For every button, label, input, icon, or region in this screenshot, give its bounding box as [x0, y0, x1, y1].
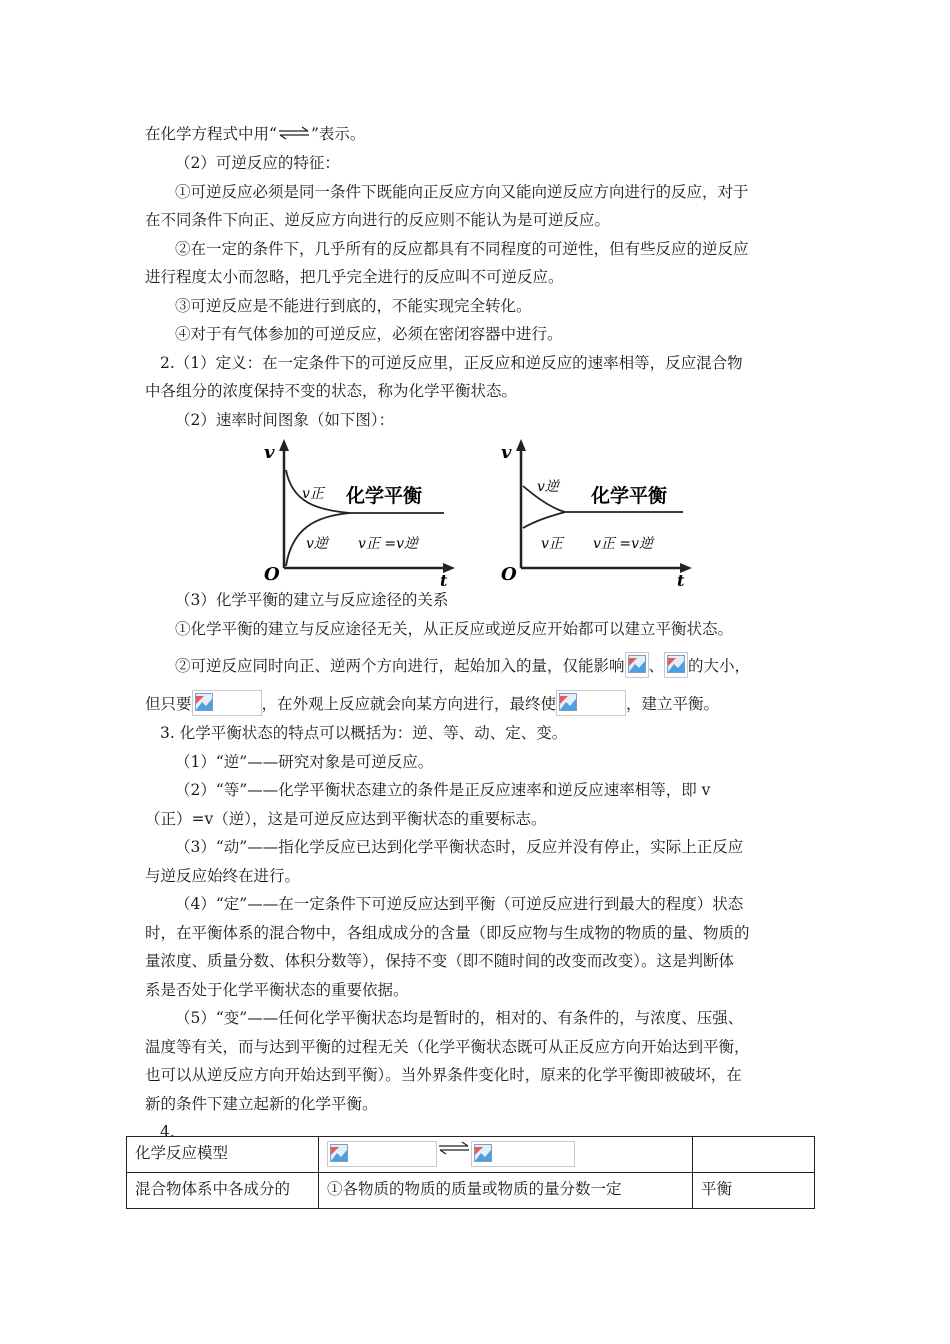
table-cell	[319, 1137, 693, 1173]
text-line: （2）可逆反应的特征：	[175, 154, 340, 172]
equilibrium-title: 化学平衡	[346, 485, 423, 507]
y-axis-arrow-icon	[516, 439, 526, 451]
axis-label-t: t	[440, 571, 448, 586]
table-row	[127, 1137, 815, 1173]
broken-image-icon	[664, 652, 688, 678]
axis-label-t: t	[677, 571, 685, 586]
table-cell	[693, 1137, 815, 1173]
text-line: 新的条件下建立起新的化学平衡。	[145, 1095, 378, 1113]
lower-curve-label: v逆	[306, 536, 328, 552]
upper-curve-label: v逆	[537, 479, 559, 495]
table-cell: 平衡	[693, 1173, 815, 1209]
text-line: （3）“动”——指化学反应已达到化学平衡状态时，反应并没有停止，实际上正反应	[175, 838, 744, 856]
origin-label: O	[264, 564, 280, 585]
broken-image-icon	[327, 1141, 437, 1167]
text-line: 时，在平衡体系的混合物中，各组成成分的含量（即反应物与生成物的物质的量、物质的	[145, 924, 750, 942]
text-line: （2）速率时间图象（如下图）：	[175, 411, 395, 429]
reversible-arrow-icon	[437, 1141, 471, 1155]
text-line: ④对于有气体参加的可逆反应，必须在密闭容器中进行。	[175, 325, 563, 343]
origin-label: O	[501, 564, 517, 585]
text-line: 2.（1）定义：在一定条件下的可逆反应里，正反应和逆反应的速率相等，反应混合物	[160, 354, 743, 372]
axis-label-v: v	[264, 442, 275, 463]
table-cell: ①各物质的物质的质量或物质的量分数一定	[319, 1173, 693, 1209]
equilibrium-title: 化学平衡	[591, 485, 668, 507]
text-line: ③可逆反应是不能进行到底的，不能实现完全转化。	[175, 297, 532, 315]
text-line: （3）化学平衡的建立与反应途径的关系	[175, 591, 449, 609]
text-line: 4.	[160, 1123, 175, 1141]
table-row	[127, 1173, 815, 1209]
text-line: ②在一定的条件下，几乎所有的反应都具有不同程度的可逆性，但有些反应的逆反应	[175, 240, 749, 258]
table-cell: 混合物体系中各成分的	[127, 1173, 319, 1209]
equal-rates-label: v正 =v逆	[593, 536, 653, 552]
upper-curve-label: v正	[302, 486, 324, 502]
forward-rate-curve	[523, 512, 565, 528]
text-line: 中各组分的浓度保持不变的状态，称为化学平衡状态。	[145, 382, 518, 400]
text-line: ①化学平衡的建立与反应途径无关，从正反应或逆反应开始都可以建立平衡状态。	[175, 620, 734, 638]
text-line: 进行程度太小而忽略，把几乎完全进行的反应叫不可逆反应。	[145, 268, 564, 286]
text-line: 在不同条件下向正、逆反应方向进行的反应则不能认为是可逆反应。	[145, 211, 611, 229]
text-line: （正）=v（逆），这是可逆反应达到平衡状态的重要标志。	[145, 810, 547, 828]
broken-image-icon	[192, 690, 262, 716]
text-line: 但只要 ，在外观上反应就会向某方向进行，最终使 ，建立平衡。	[0, 690, 950, 716]
table-cell: 化学反应模型	[127, 1137, 319, 1173]
text-line: 量浓度、质量分数、体积分数等），保持不变（即不随时间的改变而改变）。这是判断体	[145, 952, 735, 970]
broken-image-icon	[625, 652, 649, 678]
axis-label-v: v	[501, 442, 512, 463]
text-line: 也可以从逆反应方向开始达到平衡）。当外界条件变化时，原来的化学平衡即被破坏，在	[145, 1066, 742, 1084]
text-line: （4）“定”——在一定条件下可逆反应达到平衡（可逆反应进行到最大的程度）状态	[175, 895, 744, 913]
text-line: ②可逆反应同时向正、逆两个方向进行，起始加入的量，仅能影响 、 的大小，	[0, 652, 950, 678]
text-line: 温度等有关，而与达到平衡的过程无关（化学平衡状态既可从正反应方向开始达到平衡，	[145, 1038, 750, 1056]
text-line: ①可逆反应必须是同一条件下既能向正反应方向又能向逆反应方向进行的反应，对于	[175, 183, 749, 201]
text-line: （1）“逆”——研究对象是可逆反应。	[175, 753, 434, 771]
reaction-model-table	[126, 1136, 815, 1209]
broken-image-icon	[556, 690, 626, 716]
text-line: 3. 化学平衡状态的特点可以概括为：逆、等、动、定、变。	[160, 724, 568, 742]
lower-curve-label: v正	[541, 536, 563, 552]
text-line: （5）“变”——任何化学平衡状态均是暂时的，相对的、有条件的，与浓度、压强、	[175, 1009, 744, 1027]
rate-time-graph-2	[499, 436, 699, 586]
y-axis-arrow-icon	[279, 439, 289, 451]
reversible-arrow-icon	[277, 126, 311, 140]
equal-rates-label: v正 =v逆	[358, 536, 418, 552]
broken-image-icon	[471, 1141, 575, 1167]
text-line: 在化学方程式中用“ ”表示。	[145, 125, 366, 143]
text-line: 系是否处于化学平衡状态的重要依据。	[145, 981, 409, 999]
text-line: 与逆反应始终在进行。	[145, 867, 301, 885]
text-line: （2）“等”——化学平衡状态建立的条件是正反应速率和逆反应速率相等，即 v	[175, 781, 711, 799]
rate-time-graph-1	[262, 436, 462, 586]
